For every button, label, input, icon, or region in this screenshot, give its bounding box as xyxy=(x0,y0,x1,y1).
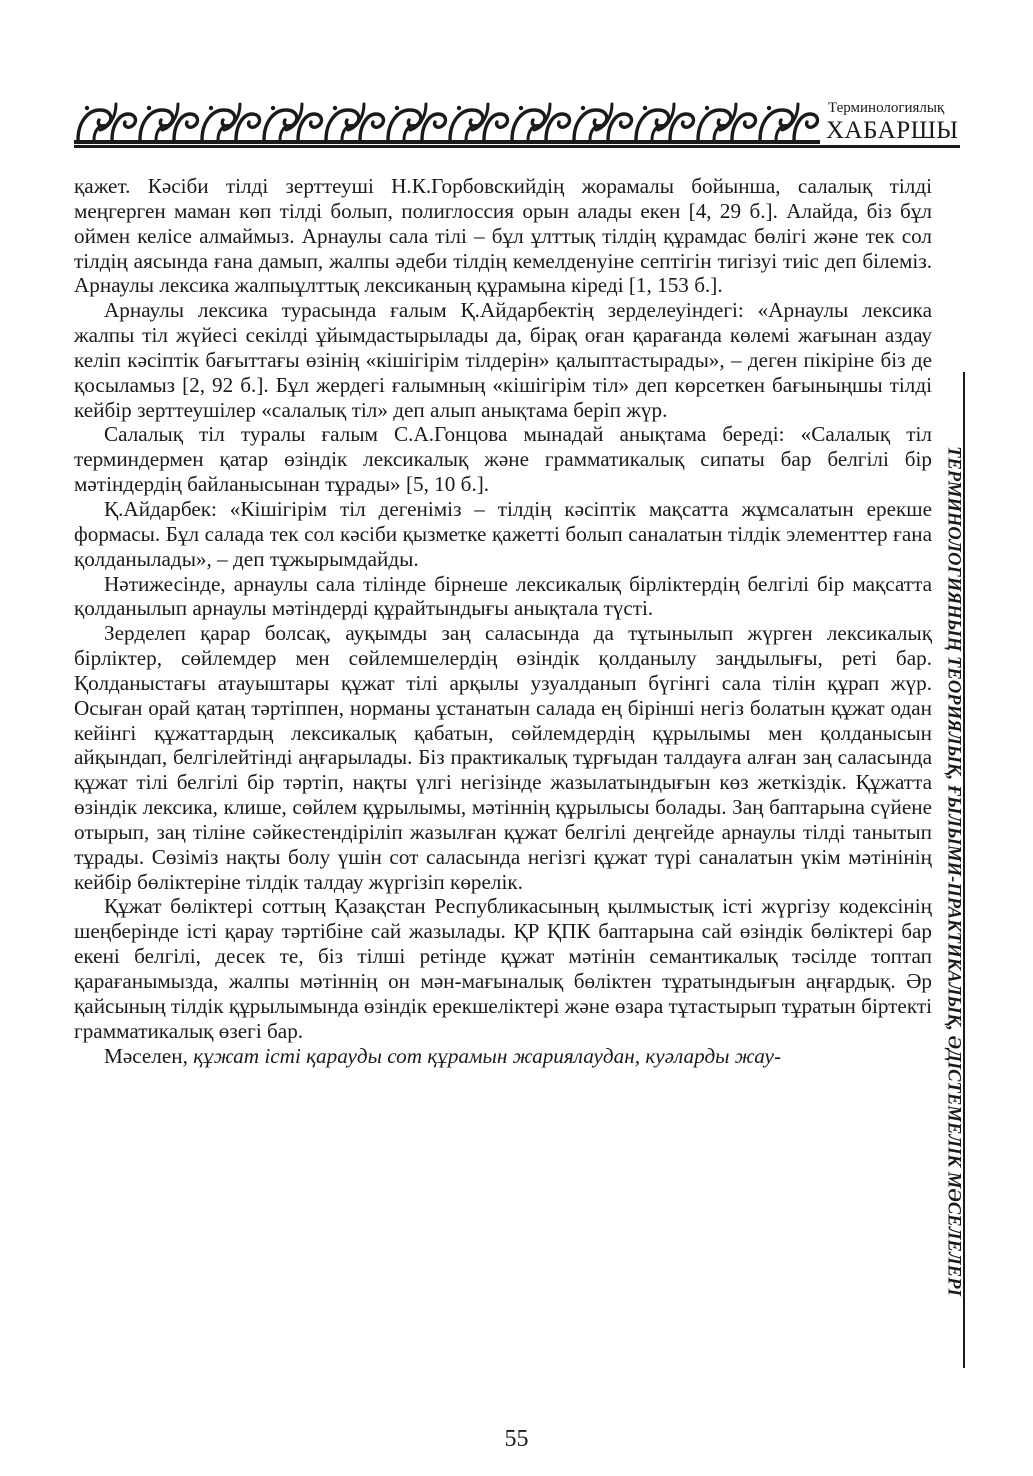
article-body xyxy=(74,174,932,1068)
journal-name-big: ХАБАРШЫ xyxy=(826,117,959,144)
paragraph-8-italic: құжат істі қарауды сот құрамын жариялаудан, куәларды жау- xyxy=(193,1043,782,1068)
page-header xyxy=(74,92,960,152)
paragraph-8 xyxy=(74,1044,932,1069)
paragraph-2: Арнаулы лексика турасында ғалым Қ.Айдарбектің зерделеуіндегі: «Арнаулы лексика жалпы тіл жүйесі секілді ұйымдастырылады да, бірақ оған қарағанда көлемі жағынан аздау келіп кәсіптік бағыттағы өзінің «кішігірім тілдерін» қалыптастырады», – деген пікіріне біз де қосыламыз [2, 92 б.]. Бұл жердегі ғалымның «кішігірім тіл» деп көрсеткен бағыныңшы тілді кейбір зерттеушілер «салалық тіл» деп алып анықтама беріп жүр. xyxy=(74,298,932,422)
paragraph-7: Құжат бөліктері соттың Қазақстан Республикасының қылмыстық істі жүргізу кодексінің шеңберінде істі қарау тәртібіне сай жазылады. ҚР ҚПК баптарына сай өзіндік бөліктері бар екені белгілі, десек те, біз тілші ретінде құжат мәтінін семантикалық тәсілде топтап қарағанымызда, жалпы мәтіннің он мән-мағыналық бөліктен тұратындығын аңғардық. Әр қайсының тілдік құрылымында өзіндік ерекшеліктері және өзара тұтастырып тұратын біртекті грамматикалық өзегі бар. xyxy=(74,894,932,1043)
ornament-border xyxy=(74,100,820,144)
page-number: 55 xyxy=(504,1426,529,1452)
header-rule xyxy=(74,145,960,148)
paragraph-4: Қ.Айдарбек: «Кішігірім тіл дегеніміз – тілдің кәсіптік мақсатта жұмсалатын ерекше формасы. Бұл салада тек сол кәсіби қызметке қажетті болып саналатын тілдік элементтер ғана қолданылады», – деп тұжырымдайды. xyxy=(74,496,932,571)
journal-name-small: Терминологиялық xyxy=(828,100,945,116)
paragraph-8-lead: Мәселен, xyxy=(104,1043,194,1068)
paragraph-1: қажет. Кәсіби тілді зерттеуші Н.К.Горбовскийдің жорамалы бойынша, салалық тілді меңгерген маман көп тілді болып, полиглоссия орын алады екен [4, 29 б.]. Алайда, біз бұл оймен келісе алмаймыз. Арнаулы сала тілі – бұл ұлттық тілдің құрамдас бөлігі және тек сол тілдің аясында ғана дамып, жалпы әдеби тілдің кемелденуіне септігін тигізуі тиіс деп білеміз. Арнаулы лексика жалпыұлттық лексиканың құрамына кіреді [1, 153 б.]. xyxy=(74,174,932,298)
paragraph-3: Салалық тіл туралы ғалым С.А.Гонцова мынадай анықтама береді: «Салалық тіл терминдермен қатар өзіндік лексикалық және грамматикалық сипаты бар белгілі бір мәтіндердің байланысынан тұрады» [5, 10 б.]. xyxy=(74,422,932,497)
section-side-title: ТЕРМИНОЛОГИЯНЫҢ ТЕОРИЯЛЫҚ, ҒЫЛЫМИ-ПРАКТИКАЛЫҚ, ӘДІСТЕМЕЛІК МӘСЕЛЕЛЕРІ xyxy=(943,446,964,1296)
paragraph-6: Зерделеп қарар болсақ, ауқымды заң саласында да тұтынылып жүрген лексикалық бірліктер, сөйлемдер мен сөйлемшелердің өзіндік қолданылу заңдылығы, реті бар. Қолданыстағы атауыштары құжат тілі арқылы узуалданып бүгінгі сала тілін құрап жүр. Осыған орай қатаң тәртіппен, норманы ұстанатын салада ең бірінші негіз болатын құжат одан кейінгі құжаттардың лексикалық қабатын, сөйлемдердің құрылымы мен қолданысын айқындап, белгілейтінді аңғарылады. Біз практикалық тұрғыдан талдауға алған заң саласында құжат тілі белгілі бір тәртіп, нақты үлгі негізінде жазылатындығын көз жеткіздік. Құжатта өзіндік лексика, клише, сөйлем құрылымы, мәтіннің құрылысы болады. Заң баптарына сүйене отырып, заң тіліне сәйкестендіріліп жазылған құжат белгілі деңгейде арнаулы тілді танытып тұрады. Сөзіміз нақты болу үшін сот саласында негізгі құжат түрі саналатын үкім мәтінінің кейбір бөліктеріне тілдік талдау жүргізіп көрелік. xyxy=(74,621,932,894)
paragraph-5: Нәтижесінде, арнаулы сала тілінде бірнеше лексикалық бірліктердің белгілі бір мақсатта қолданылып арнаулы мәтіндерді құрайтындығы анықтала түсті. xyxy=(74,571,932,621)
